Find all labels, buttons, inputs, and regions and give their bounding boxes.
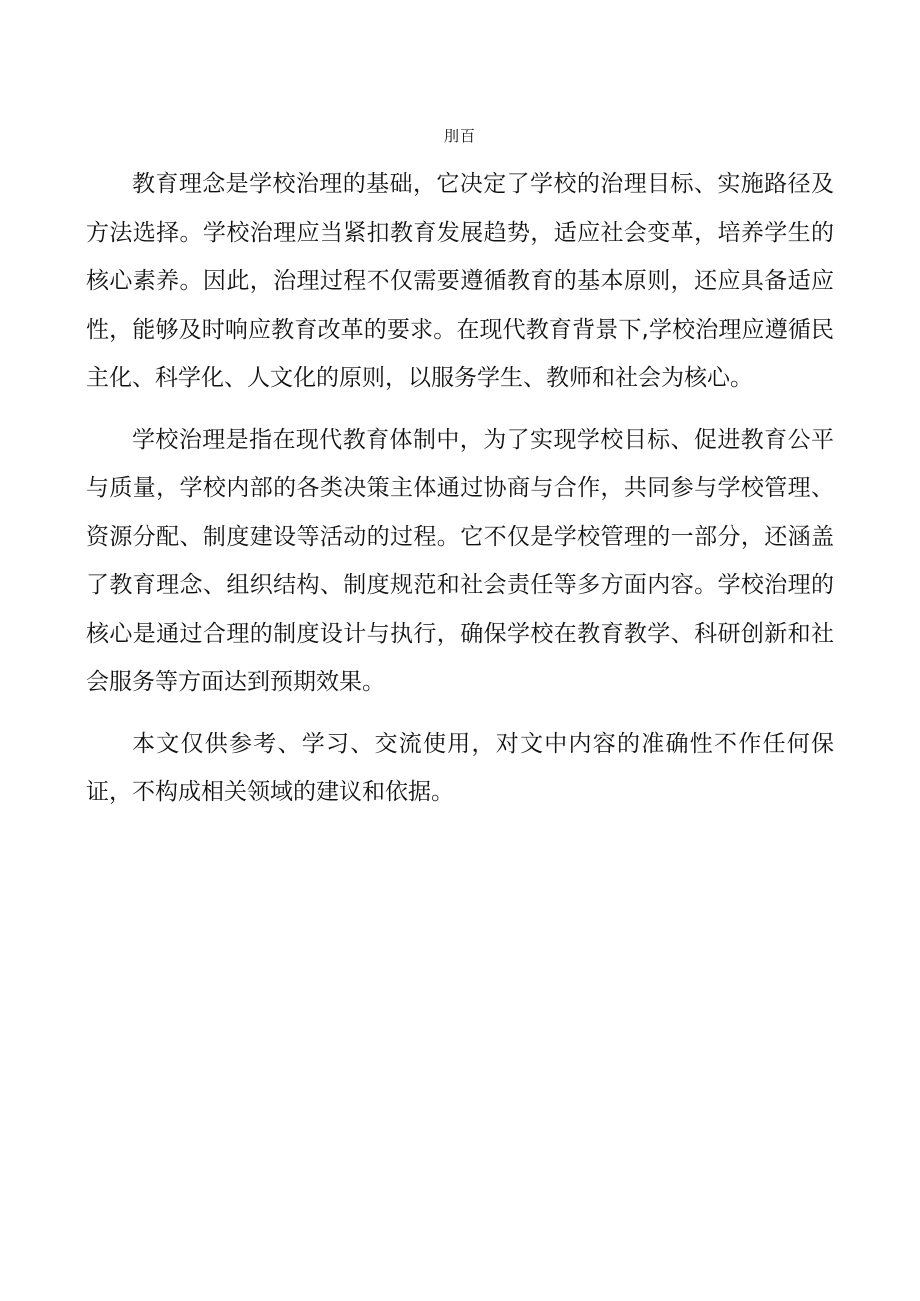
- paragraph-school-governance-definition: 学校治理是指在现代教育体制中，为了实现学校目标、促进教育公平与质量，学校内部的各类决策主体通过协商与合作，共同参与学校管理、资源分配、制度建设等活动的过程。它不仅是学校管理的一部分，还涵盖了教育理念、组织结构、制度规范和社会责任等多方面内容。学校治理的核心是通过合理的制度设计与执行，确保学校在教育教学、科研创新和社会服务等方面达到预期效果。: [86, 426, 834, 695]
- paragraph-education-philosophy: 教育理念是学校治理的基础，它决定了学校的治理目标、实施路径及方法选择。学校治理应当紧扣教育发展趋势，适应社会变革，培养学生的核心素养。因此，治理过程不仅需要遵循教育的基本原则，还应具备适应性，能够及时响应教育改革的要求。在现代教育背景下,学校治理应遵循民主化、科学化、人文化的原则，以服务学生、教师和社会为核心。: [86, 171, 834, 391]
- page-heading: 刖百: [443, 127, 476, 145]
- paragraph-disclaimer: 本文仅供参考、学习、交流使用，对文中内容的准确性不作任何保证，不构成相关领域的建议和依据。: [86, 730, 834, 805]
- document-body: [86, 160, 834, 830]
